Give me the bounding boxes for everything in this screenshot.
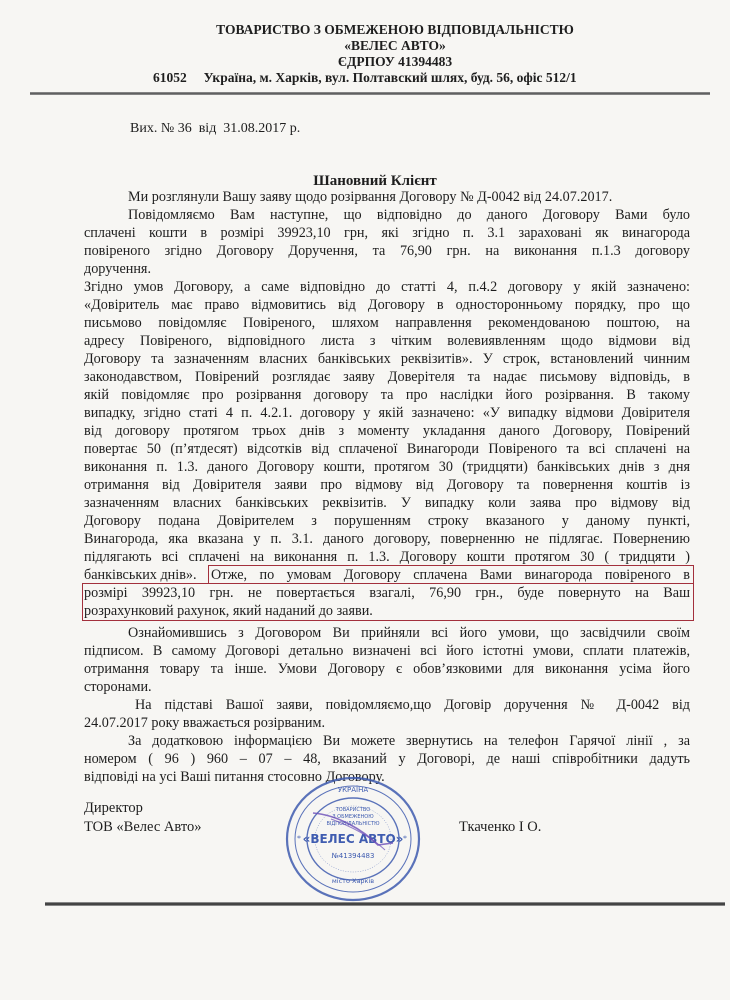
stamp-star-left: * [297, 834, 301, 843]
stamp-inner-text: ТОВАРИСТВО [335, 807, 371, 813]
body-line: письмово повідомляє Повіреного, шляхом направлення рекомендованою поштою, на [84, 315, 690, 331]
body-line: від договору протягом трьох днів з моменту укладання даного Договору, Повірений [84, 423, 690, 439]
stamp-center-text: «ВЕЛЕС АВТО» [302, 832, 404, 846]
body-line: Ми розглянули Вашу заяву щодо розірвання Договору № Д-0042 від 24.07.2017. [128, 189, 613, 205]
closing-line: 24.07.2017 року вважається розірваним. [84, 715, 325, 731]
highlight-line: розрахунковий рахунок, який наданий до заяви. [84, 603, 373, 619]
closing-line: сторонами. [84, 679, 152, 695]
body-line: Повідомляємо Вам наступне, що відповідно до даного Договору Вами було [128, 207, 690, 223]
company-edrpou: ЄДРПОУ 41394483 [337, 54, 453, 69]
signer-name: Ткаченко І О. [459, 819, 542, 835]
highlight-line: розмірі 39923,10 грн. не повертається взагалі, 76,90 грн., буде повернуто на Ваш [84, 585, 690, 601]
body-line: Договору та зазначенням власних банківських реквізитів». У строк, встановлений чинним [84, 351, 690, 367]
body-line: «Довіритель має право відмовитись від Договору в односторонньому порядку, про що [84, 297, 690, 313]
company-stamp-icon [283, 775, 423, 903]
company-address: 61052 Україна, м. Харків, вул. Полтавский шлях, буд. 56, офіс 512/1 [153, 70, 577, 85]
body-line: якій повідомляє про розірвання договору та про наслідки його розірвання. В такому [84, 387, 690, 403]
closing-line: Ознайомившись з Договором Ви прийняли всі його умови, що засвідчили своїм [128, 625, 690, 641]
body-line: повертає 50 (п’ятдесят) відсотків від сплаченої Винагороди Повіреного та всі сплачені на [84, 441, 690, 457]
closing-line: відповіді на усі Ваші питання стосовно Договору. [84, 769, 385, 785]
header-divider [30, 92, 710, 95]
stamp-inner-text-2: З ОБМЕЖЕНОЮ [332, 814, 374, 820]
stamp-star-right: * [403, 834, 407, 843]
signer-title: Директор [84, 800, 143, 816]
body-line: Винагорода, яка вказана у п. 3.1. даного договору, поверненню не підлягає. Повернению [84, 531, 690, 547]
stamp-city-text: місто Харків [331, 877, 375, 885]
body-line: адресу Повіреного, відповідного листа з чітким волевиявленням щодо відмови від [84, 333, 690, 349]
stamp-top-text: УКРАЇНА [337, 786, 369, 794]
greeting: Шановний Клієнт [313, 173, 437, 189]
company-name: ТОВАРИСТВО З ОБМЕЖЕНОЮ ВІДПОВІДАЛЬНІСТЮ [216, 22, 574, 37]
closing-line: отримання товару та інше. Умови Договору є обов’язковими для виконання усіма його [84, 661, 690, 677]
closing-line: підписом. В самому Договорі детально визначені всі його істотні умови, сплати платежів, [84, 643, 690, 659]
stamp-inner-text-3: ВІДПОВІДАЛЬНІСТЮ [326, 821, 380, 827]
body-line: отримання від Довірителя заяви про відмову від Договору та повернення коштів із [84, 477, 690, 493]
body-line: законодавством, Повірений розглядає заяву Доверітеля та надає письмову відповідь, в [84, 369, 690, 385]
signer-company: ТОВ «Велес Авто» [84, 819, 202, 835]
body-line: зазначенням власних банківських реквізитів. У випадку коли заява про відмову від [84, 495, 690, 511]
body-line: доручення. [84, 261, 152, 277]
body-line: Договору подана Довірителем з порушенням строку вказаного у даному пункті, [84, 513, 690, 529]
company-brand: «ВЕЛЕС АВТО» [344, 38, 446, 53]
closing-line: номером ( 96 ) 960 – 07 – 48, вказаний у Договорі, де наші співробітники дадуть [84, 751, 690, 767]
body-line: виконання п. 1.3. даного Договору кошти, протягом 30 (тридцяти) банківських днів з дня [84, 459, 690, 475]
closing-line: На підставі Вашої заяви, повідомляємо,що Договір доручення № Д-0042 від [135, 697, 690, 713]
outgoing-number: Вих. № 36 від 31.08.2017 р. [130, 121, 301, 136]
body-line: випадку, згідно статі 4 п. 4.2.1. договору у якій зазначено: «У випадку відмови Довірителя [84, 405, 690, 421]
stamp-number-text: №41394483 [331, 852, 375, 860]
highlight-lead-in: банківських днів». [84, 567, 197, 583]
footer-divider [45, 902, 725, 906]
closing-line: За додатковою інформацією Ви можете звернутись на телефон Гарячої лінії , за [128, 733, 690, 749]
body-line: сплачені кошти в розмірі 39923,10 грн, які згідно п. 3.1 зараховані як винагорода [84, 225, 690, 241]
body-line: Згідно умов Договору, а саме відповідно до статті 4, п.4.2 договору у якій зазначено: [84, 279, 690, 295]
body-line: підлягають всі сплачені на виконання п. 1.3. Договору кошти протягом 30 ( тридцяти ) [84, 549, 690, 565]
highlight-line: Отже, по умовам Договору сплачена Вами винагорода повіреного в [211, 567, 690, 583]
body-line: повіреного згідно Договору Доручення, та 76,90 грн. на виконання п.1.3 договору [84, 243, 690, 259]
